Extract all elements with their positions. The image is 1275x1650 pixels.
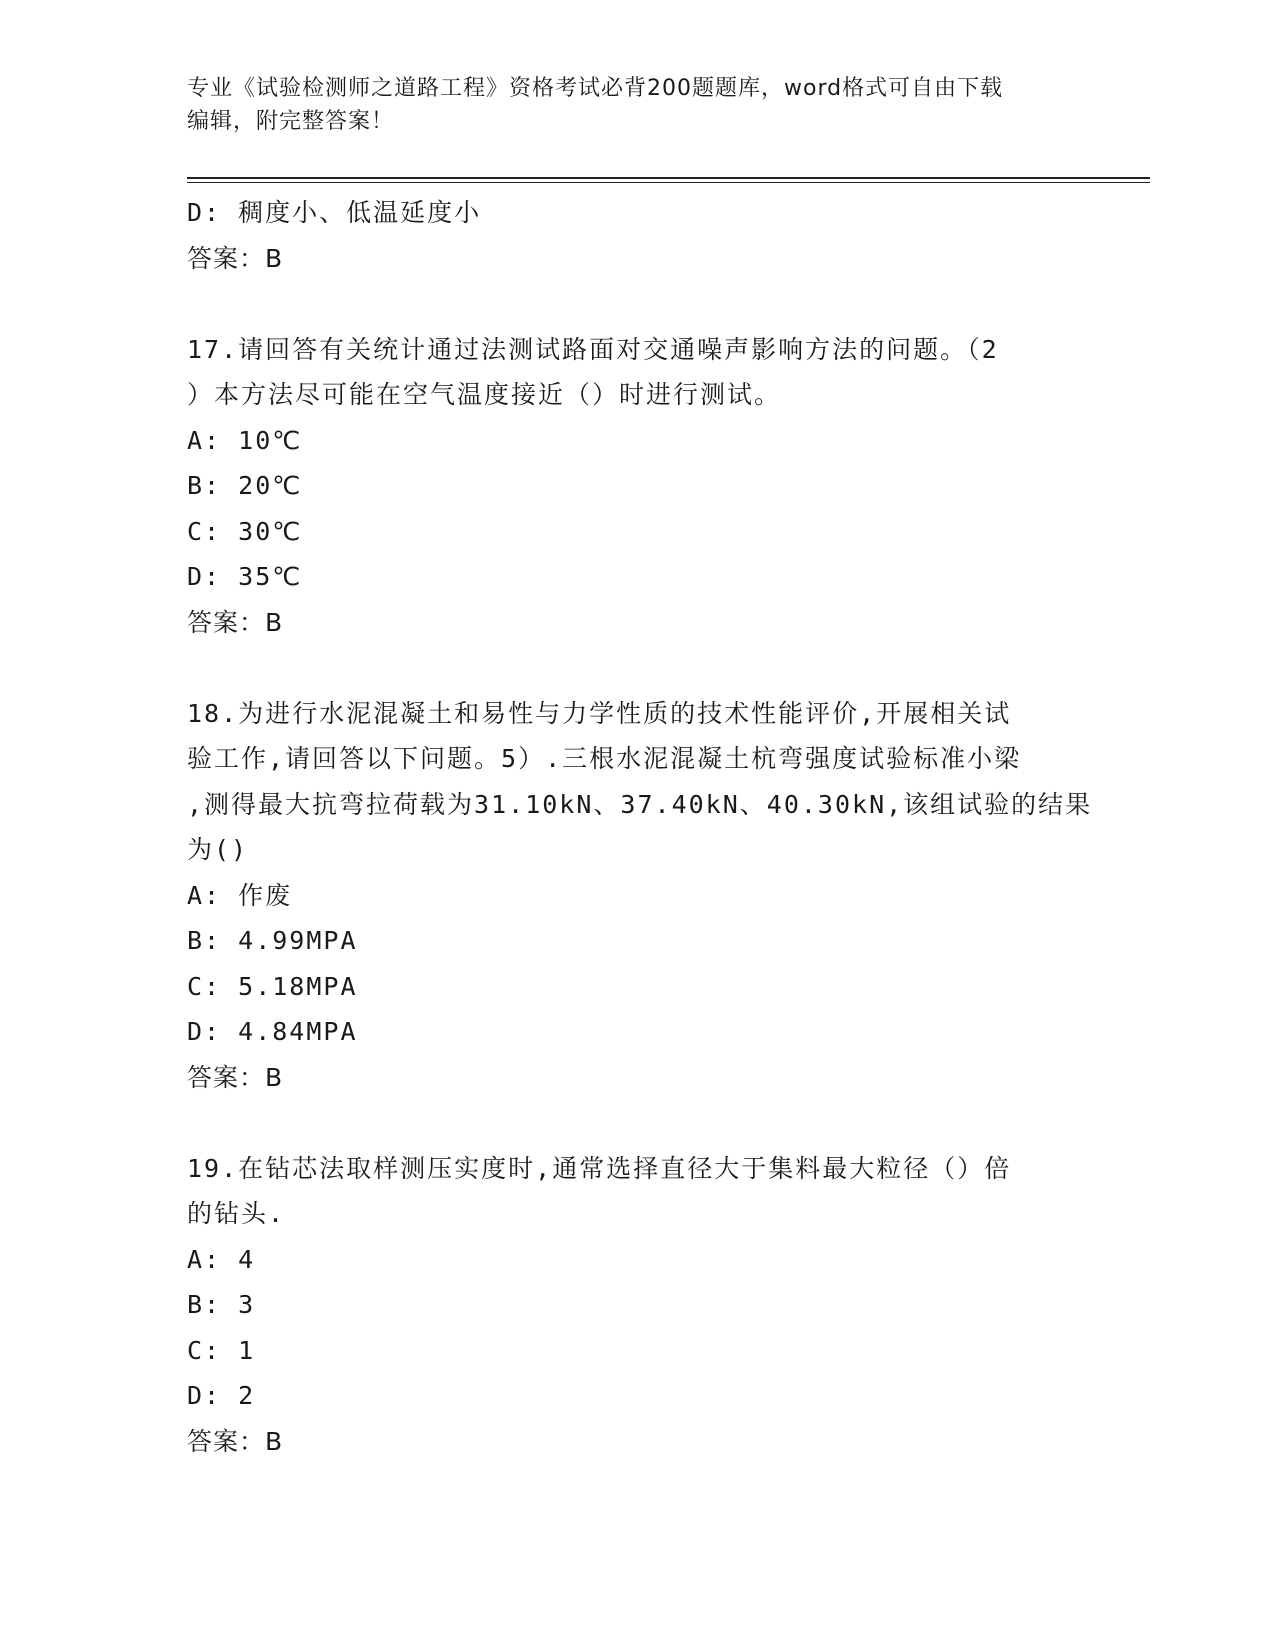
question-19-option-a: A: 4 [187,1244,256,1274]
question-17-option-c: C: 30℃ [187,516,303,546]
question-18-text-4: 为() [187,835,249,864]
question-17-option-d: D: 35℃ [187,562,303,591]
question-19-option-b: B: 3 [187,1290,256,1319]
question-18 [187,691,1093,1101]
question-18-answer: 答案：B [187,1062,284,1092]
question-19-text-2: 的钻头. [187,1199,286,1228]
question-18-text-1: 18.为进行水泥混凝土和易性与力学性质的技术性能评价,开展相关试 [187,698,1012,728]
question-19-text-1: 19.在钻芯法取样测压实度时,通常选择直径大于集料最大粒径（）倍 [187,1153,1012,1183]
document-header [187,72,1087,138]
spacer [187,1100,1087,1146]
question-19-answer: 答案：B [187,1426,284,1456]
question-18-text-2: 验工作,请回答以下问题。5）.三根水泥混凝土杭弯强度试验标准小梁 [187,744,1022,773]
question-19-option-c: C: 1 [187,1335,256,1365]
question-18-text-3: ,测得最大抗弯拉荷载为31.10kN、37.40kN、40.30kN,该组试验的结果 [187,789,1093,819]
question-17-answer: 答案：B [187,607,284,637]
question-17-text-2: ）本方法尽可能在空气温度接近（）时进行测试。 [187,380,782,409]
question-17-text-1: 17.请回答有关统计通过法测试路面对交通噪声影响方法的问题。（2 [187,334,999,364]
question-list [187,190,1093,1464]
header-line-2: 编辑，附完整答案！ [187,109,395,134]
question-18-option-b: B: 4.99MPA [187,926,358,955]
spacer [187,645,1087,691]
question-18-option-d: D: 4.84MPA [187,1017,358,1046]
question-17-option-a: A: 10℃ [187,425,303,455]
question-17-option-b: B: 20℃ [187,471,303,500]
header-line-1: 专业《试验检测师之道路工程》资格考试必背200题题库，word格式可自由下载 [187,76,1004,101]
question-17 [187,327,1087,646]
question-18-option-a: A: 作废 [187,880,293,910]
question-18-option-c: C: 5.18MPA [187,971,358,1001]
header-divider-thick [187,177,1150,179]
question-19-option-d: D: 2 [187,1381,256,1410]
question-19 [187,1146,1087,1465]
prev-answer: 答案：B [187,243,284,273]
spacer [187,281,1087,327]
prev-option-d: D: 稠度小、低温延度小 [187,198,482,227]
header-divider-thin [187,182,1150,183]
